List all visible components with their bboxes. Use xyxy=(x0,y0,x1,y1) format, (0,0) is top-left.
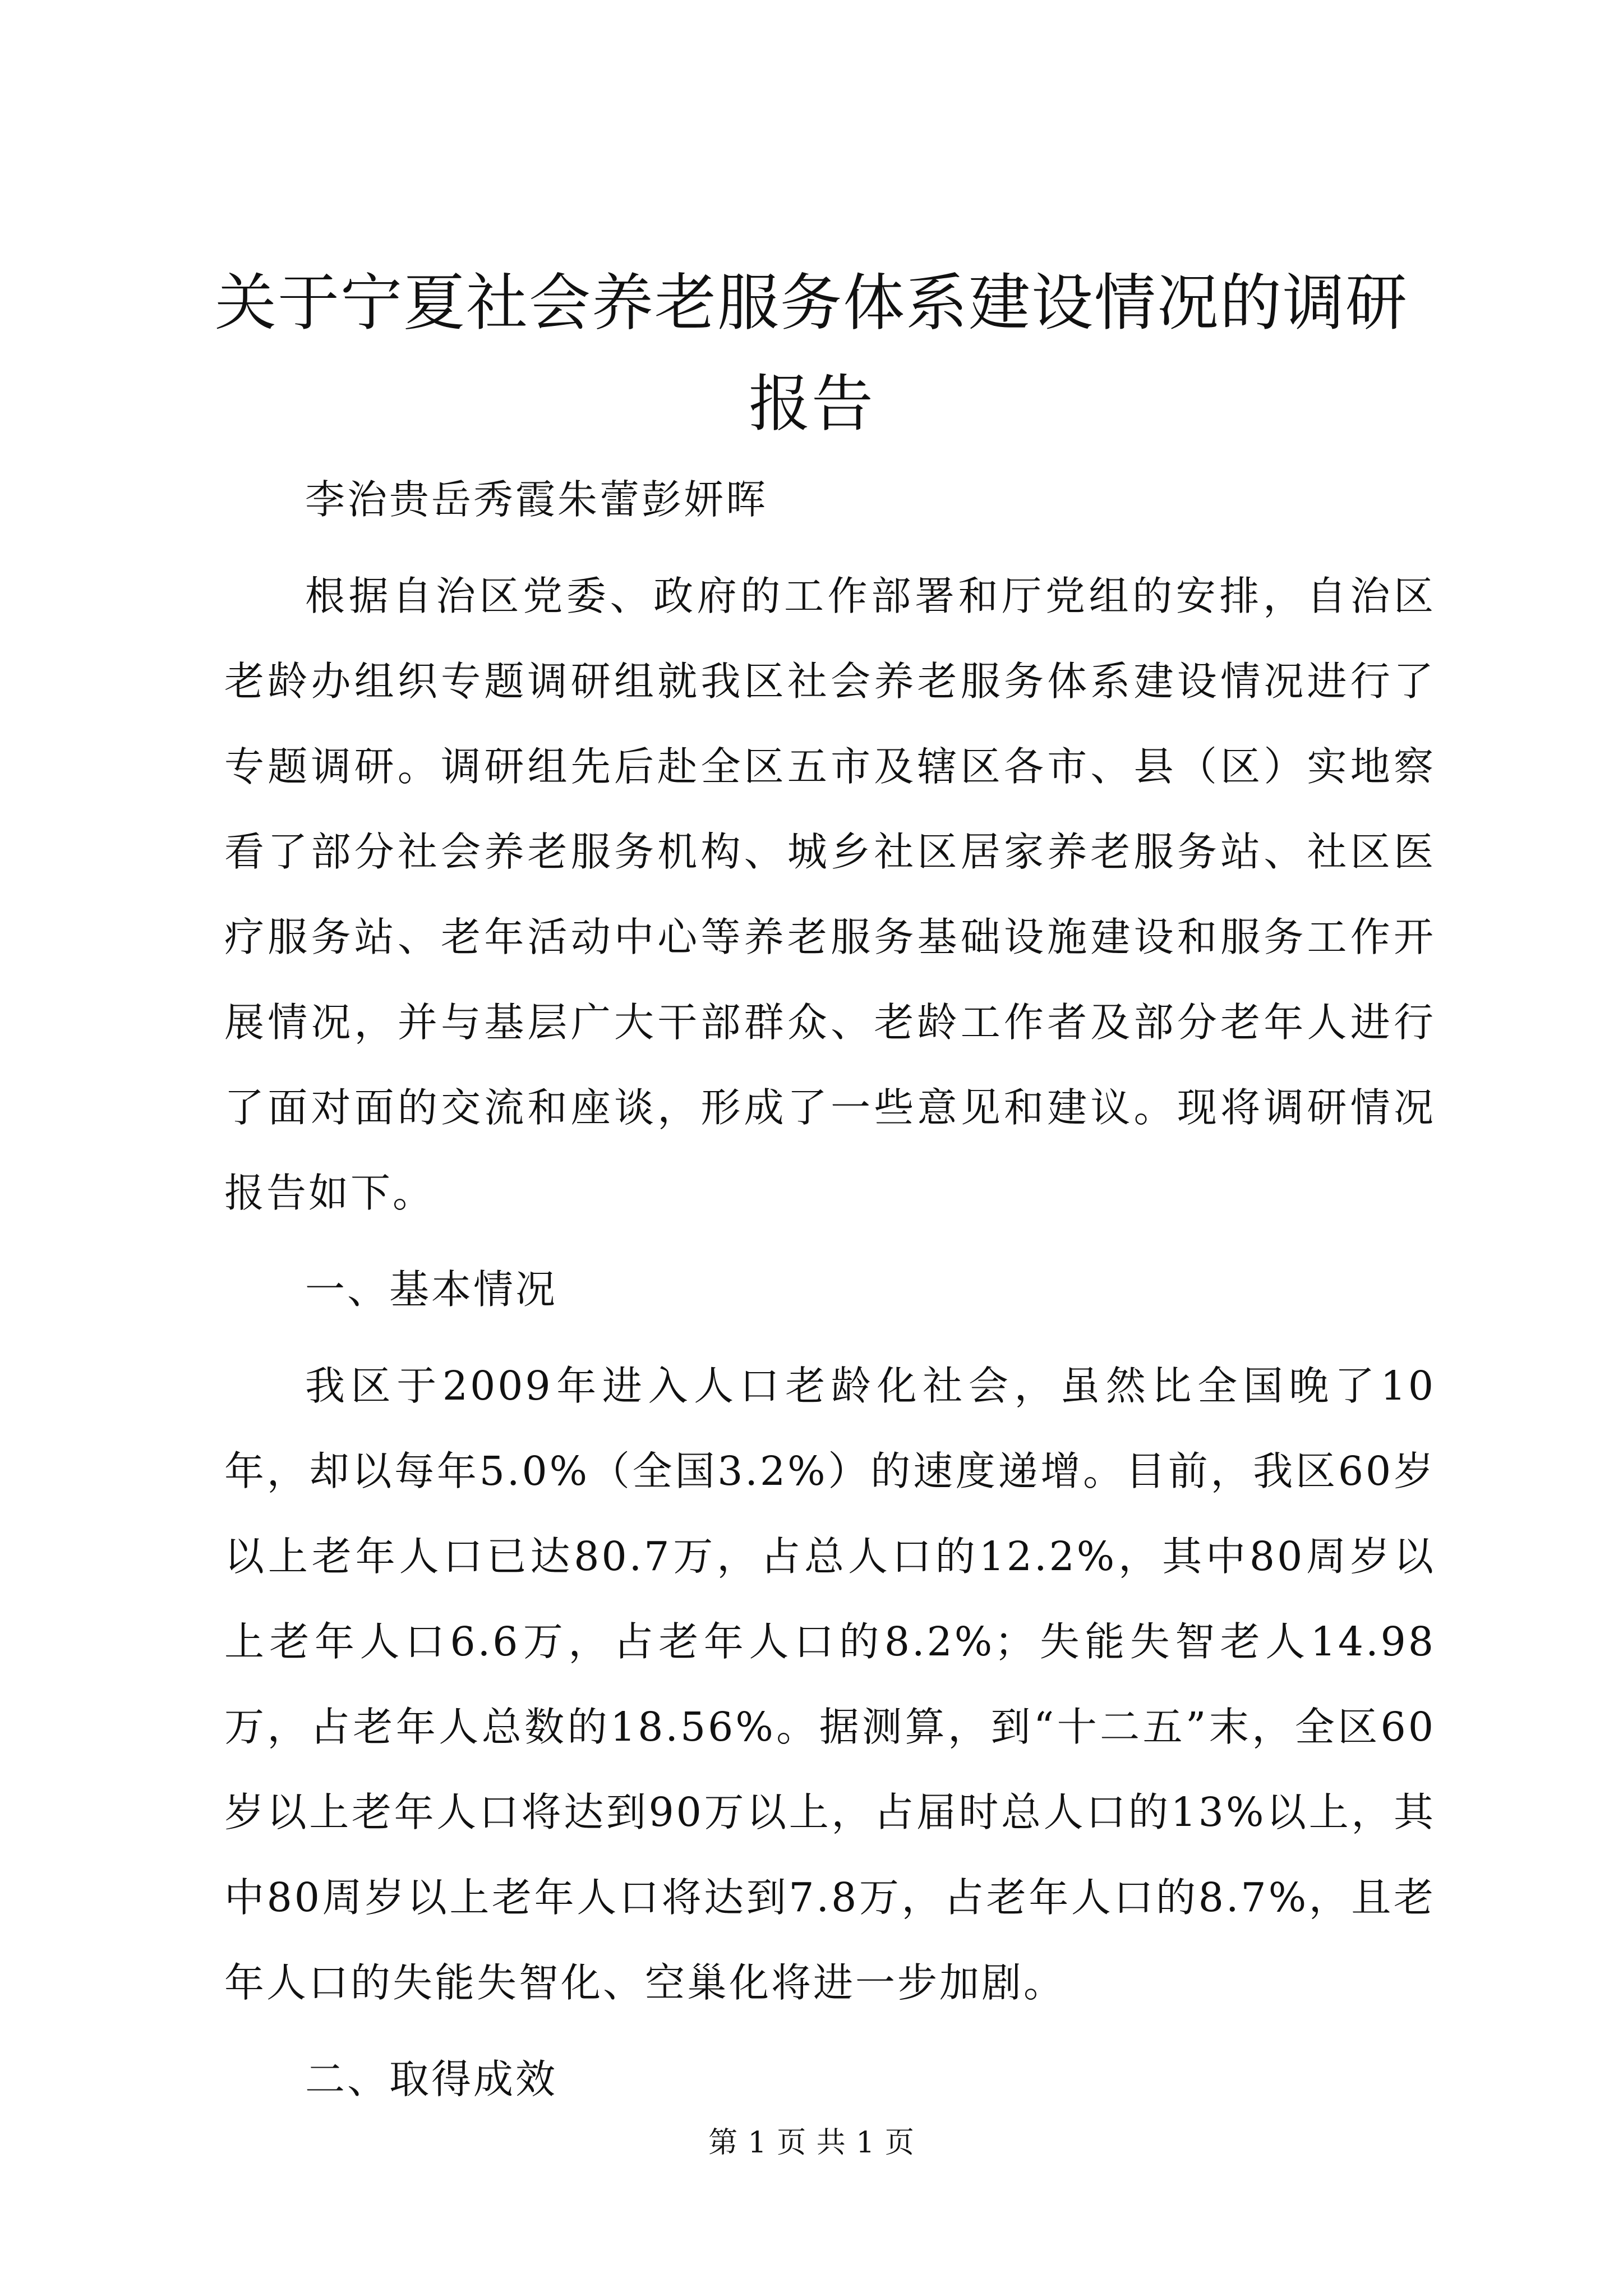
document-title: 关于宁夏社会养老服务体系建设情况的调研报告 xyxy=(215,267,1408,440)
intro-paragraph: 根据自治区党委、政府的工作部署和厅党组的安排，自治区老龄办组织专题调研组就我区社会养老服务体系建设情况进行了专题调研。调研组先后赴全区五市及辖区各市、县（区）实地察看了部分社会养老服务机构、城乡社区居家养老服务站、社区医疗服务站、老年活动中心等养老服务基础设施建设和服务工作开展情况，并与基层广大干部群众、老龄工作者及部分老年人进行了面对面的交流和座谈，形成了一些意见和建议。现将调研情况报告如下。 xyxy=(224,573,1436,1216)
page-footer: 第 1 页 共 1 页 xyxy=(708,2126,915,2160)
basic-situation-paragraph: 我区于2009年进入人口老龄化社会，虽然比全国晚了10年，却以每年5.0%（全国3.2%）的速度递增。目前，我区60岁以上老年人口已达80.7万，占总人口的12.2%，其中80周岁以上老年人口6.6万，占老年人口的8.2%；失能失智老人14.98万，占老年人总数的18.56%。据测算，到“十二五”末，全区60岁以上老年人口将达到90万以上，占届时总人口的13%以上，其中80周岁以上老年人口将达到7.8万，占老年人口的8.7%，且老年人口的失能失智化、空巢化将进一步加剧。 xyxy=(224,1363,1436,2006)
authors-line: 李治贵岳秀霞朱蕾彭妍晖 xyxy=(305,476,768,523)
section-heading-basic-situation: 一、基本情况 xyxy=(305,1266,558,1313)
section-heading-achievements: 二、取得成效 xyxy=(305,2056,558,2102)
document-body xyxy=(224,457,1436,2133)
